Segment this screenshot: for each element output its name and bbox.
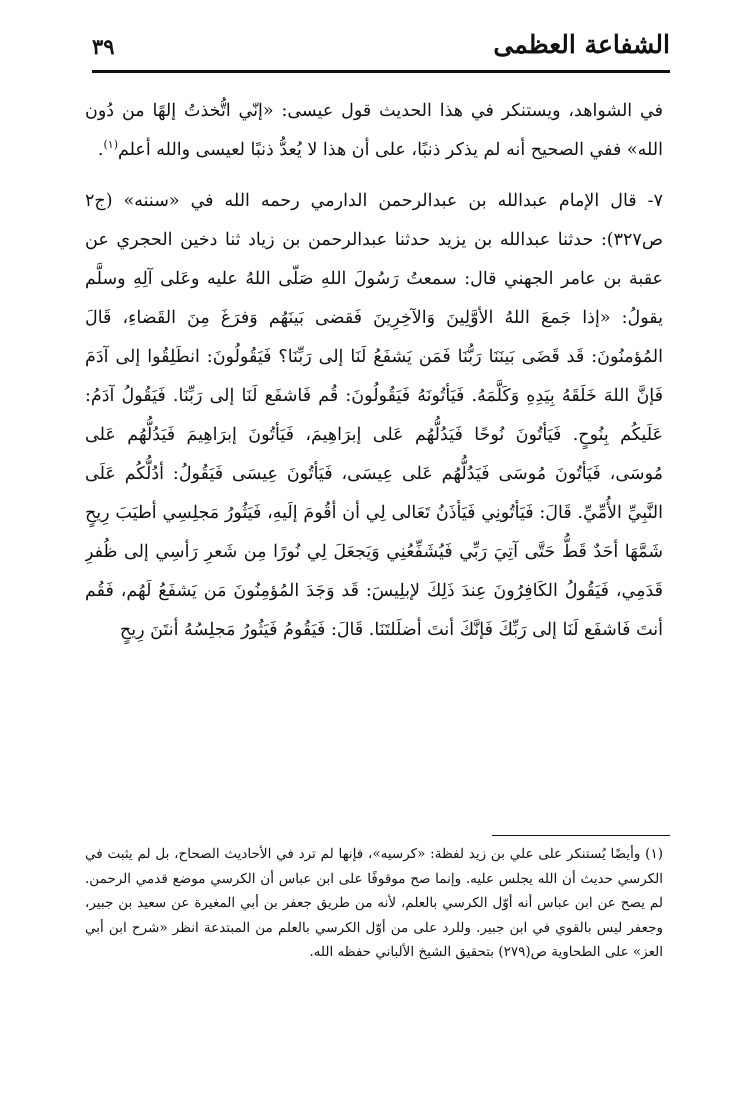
- page-number: ٣٩: [92, 34, 115, 59]
- page-header: [92, 30, 670, 74]
- footnote-separator: [492, 835, 670, 836]
- main-text: [85, 92, 663, 860]
- footnote-marker: (١): [103, 138, 118, 152]
- paragraph-continuation: [85, 92, 663, 170]
- header-rule: [92, 70, 670, 73]
- running-title: الشفاعة العظمى: [493, 30, 670, 59]
- hadith-paragraph: ٧- قال الإمام عبدالله بن عبدالرحمن الدارمي رحمه الله في «سننه» (ج٢ ص٣٢٧): حدثنا عبدالله بن يزيد حدثنا عبدالرحمن بن زياد ثنا دخين الحجري عن عقبة بن عامر الجهني قال: سمعتُ رَسُولَ اللهِ صَلّى اللهُ عليه وعَلى آلِهِ وسلَّم يقولُ: «إذا جَمعَ اللهُ الأوَّلِينَ وَالآخِرِينَ فَقضى بَينَهُم وَفرَغَ مِنَ القَضاءِ، قَالَ المُؤمنُونَ: قَد قَضَى بَينَنَا رَبُّنَا فَمَن يَشفَعُ لَنَا إلى رَبِّنَا؟ فَيَقُولُونَ: انطَلِقُوا إلى آدَمَ فَإنَّ اللهَ خَلَقَهُ بِيَدِهِ وَكَلَّمَهُ. فَيَأتُونَهُ فَيَقُولُونَ: قُم فَاشفَع لَنَا إلى رَبِّنَا. فَيَقُولُ آدَمُ: عَلَيكُم بِنُوحٍ. فَيَأتُونَ نُوحًا فَيَدُلُّهُم عَلى إبرَاهِيمَ، فَيَأتُونَ إبرَاهِيمَ فَيَدُلُّهُم عَلى مُوسَى، فَيَأتُونَ مُوسَى فَيَدُلُّهُم عَلى عِيسَى، فَيَأتُونَ عِيسَى فَيَقُولُ: أدُلُّكُم عَلَى النَّبِيِّ الأُمِّيِّ. قَالَ: فَيَأتُونِي فَيَأذَنُ تَعَالى لِي أن أقُومَ إلَيهِ، فَيَثُورُ مَجلِسِي أطيَبَ رِيحٍ شَمَّهَا أحَدٌ قَطُّ حَتَّى آتِيَ رَبِّي فَيُشَفِّعُنِي وَيَجعَلَ لِي نُورًا مِن شَعرِ رَأسِي إلى ظُفرِ قَدَمِي، فَيَقُولُ الكَافِرُونَ عِندَ ذَلِكَ لإبلِيسَ: قَد وَجَدَ المُؤمِنُونَ مَن يَشفَعُ لَهُم، فَقُم أنتَ فَاشفَع لَنَا إلى رَبِّكَ فَإنَّكَ أنتَ أضلَلتَنَا. قَالَ: فَيَقُومُ فَيَثُورُ مَجلِسُهُ أنتَنَ رِيحٍ: [85, 191, 663, 640]
- paragraph-1-text: في الشواهد، ويستنكر في هذا الحديث قول عيسى: «إنّي اتُّخذتُ إلهًا من دُون الله» ففي الصحيح أنه لم يذكر ذنبًا، على أن هذا لا يُعدُّ ذنبًا لعيسى والله أعلم: [85, 101, 663, 160]
- paragraph-1-end: .: [97, 140, 104, 160]
- footnote: (١) وأيضًا يُستنكر على علي بن زيد لفظة: «كرسيه»، فإنها لم ترد في الأحاديث الصحاح، بل لم يثبت في الكرسي حديث أن الله يجلس عليه. وإنما صح موقوفًا على ابن عباس أن الكرسي موضع قدمي الرحمن. لم يصح عن ابن عباس أنه أوّل الكرسي بالعلم، لأنه من طريق جعفر بن أبي المغيرة عن سعيد بن جبير، وجعفر ليس بالقوي في ابن جبير. وللرد على من أوّل الكرسي بالعلم من المبتدعة انظر «شرح ابن أبي العز» على الطحاوية ص(٢٧٩) بتحقيق الشيخ الألباني حفظه الله.: [85, 846, 663, 960]
